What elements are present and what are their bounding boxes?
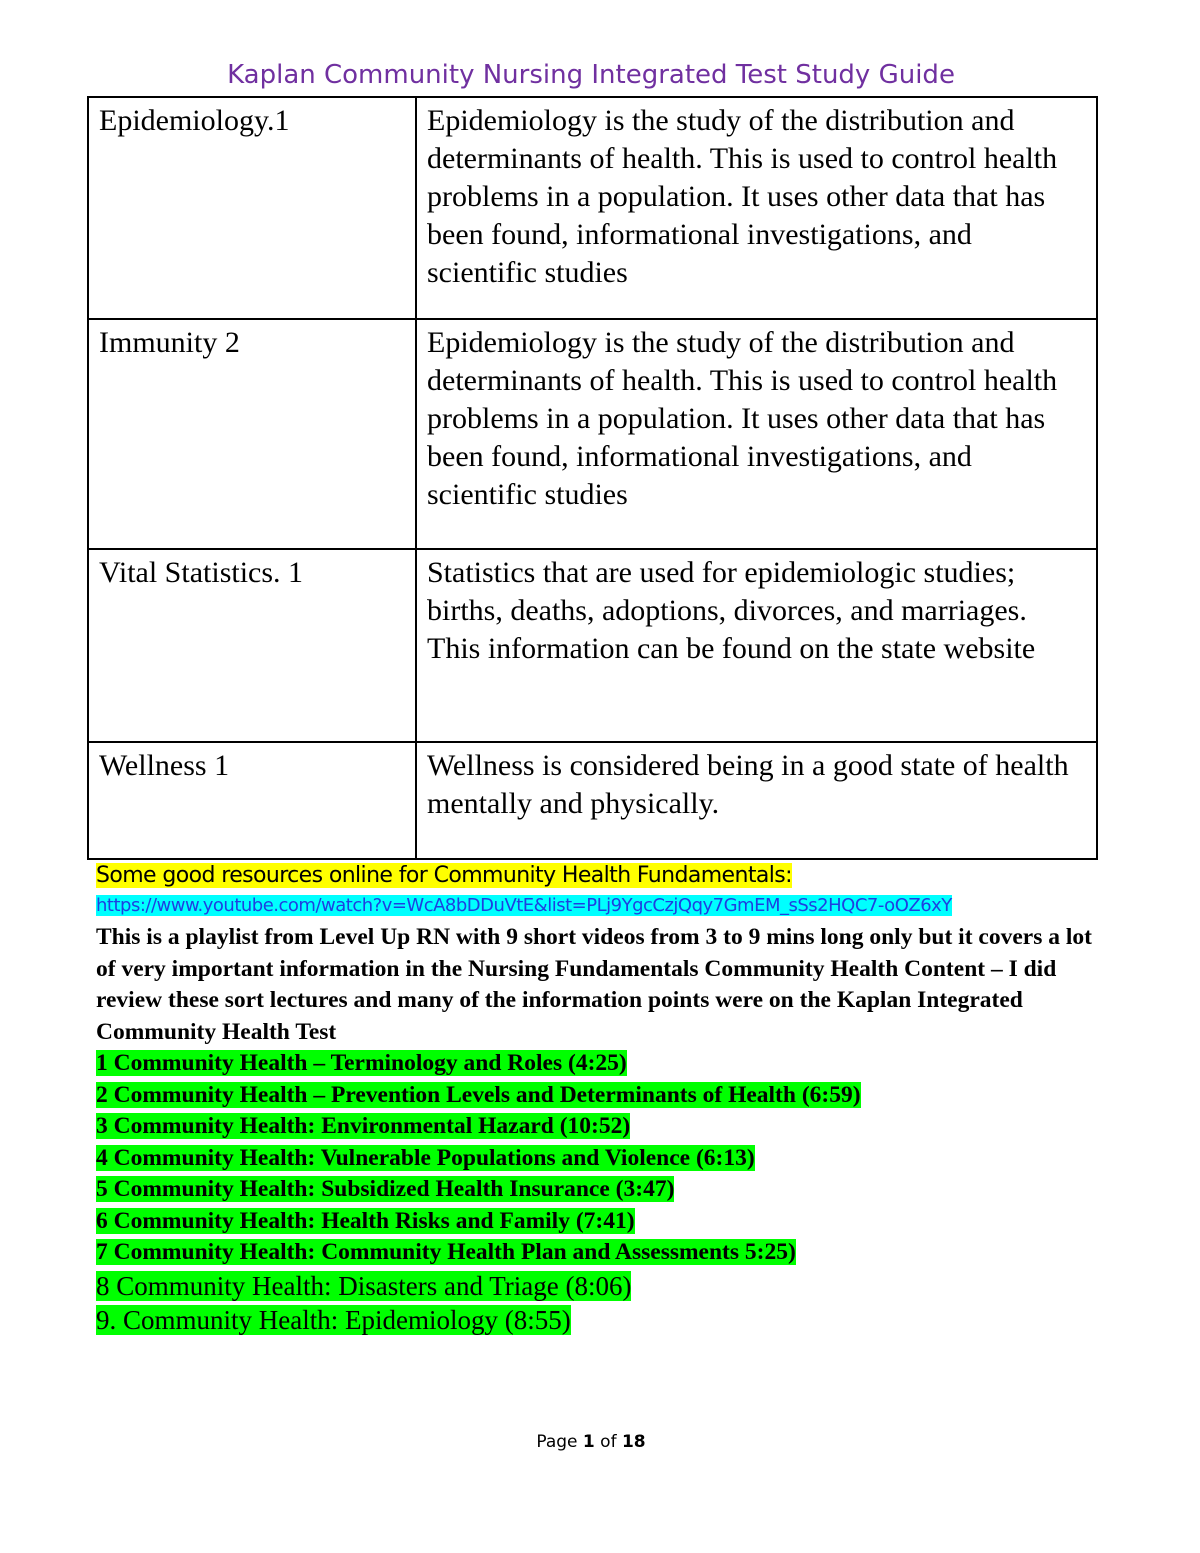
video-title: 4 Community Health: Vulnerable Populations and Violence (6:13) — [96, 1144, 755, 1171]
terms-table — [87, 96, 1098, 860]
resources-section — [96, 860, 1106, 1337]
definition-cell: Epidemiology is the study of the distribution and determinants of health. This is used to control health problems in a population. It uses other data that has been found, informational investigations, and scientific studies — [416, 319, 1097, 549]
video-title: 3 Community Health: Environmental Hazard (10:52) — [96, 1113, 631, 1139]
definition-cell: Wellness is considered being in a good state of health mentally and physically. — [416, 742, 1097, 859]
playlist-link[interactable] — [96, 892, 1106, 920]
playlist-description: This is a playlist from Level Up RN with 9 short videos from 3 to 9 mins long only but it covers a lot of very important information in the Nursing Fundamentals Community Health Content – I did review these sort lectures and many of the information points were on the Kaplan Integrated Community Health Test — [96, 924, 1092, 1045]
list-item — [96, 1080, 1106, 1112]
page-label: Page — [536, 1432, 578, 1452]
definition-cell: Epidemiology is the study of the distribution and determinants of health. This is used to control health problems in a population. It uses other data that has been found, informational investigations, and scientific studies — [416, 97, 1097, 319]
resources-heading-text: Some good resources online for Community Health Fundamentals: — [96, 863, 792, 888]
table-row — [88, 319, 1097, 549]
video-title: 5 Community Health: Subsidized Health Insurance (3:47) — [96, 1176, 675, 1202]
term-cell: Vital Statistics. 1 — [88, 549, 416, 742]
page-number: 1 — [582, 1432, 595, 1452]
resources-heading — [96, 860, 1106, 892]
list-item — [96, 1048, 1106, 1080]
video-title: 1 Community Health – Terminology and Roles (4:25) — [96, 1050, 627, 1076]
term-cell: Immunity 2 — [88, 319, 416, 549]
playlist-link-text[interactable]: https://www.youtube.com/watch?v=WcA8bDDuVtE&list=PLj9YgcCzjQqy7GmEM_sSs2HQC7-oOZ6xY — [96, 895, 952, 916]
video-title: 7 Community Health: Community Health Plan and Assessments 5:25) — [96, 1239, 796, 1265]
list-item — [96, 1269, 1106, 1303]
table-row — [88, 742, 1097, 859]
list-item — [96, 1111, 1106, 1143]
page-title: Kaplan Community Nursing Integrated Test Study Guide — [227, 60, 955, 90]
table-row — [88, 97, 1097, 319]
definition-cell: Statistics that are used for epidemiologic studies; births, deaths, adoptions, divorces, and marriages. This information can be found on the state website — [416, 549, 1097, 742]
video-title: 6 Community Health: Health Risks and Family (7:41) — [96, 1207, 635, 1234]
list-item — [96, 1143, 1106, 1175]
table-row — [88, 549, 1097, 742]
term-cell: Epidemiology.1 — [88, 97, 416, 319]
video-list — [96, 1048, 1106, 1337]
page-footer — [0, 1432, 1182, 1452]
of-label: of — [600, 1432, 617, 1452]
list-item — [96, 1303, 1106, 1337]
total-pages: 18 — [621, 1432, 646, 1452]
term-cell: Wellness 1 — [88, 742, 416, 859]
list-item — [96, 1237, 1106, 1269]
list-item — [96, 1206, 1106, 1238]
video-title: 8 Community Health: Disasters and Triage (8:06) — [96, 1270, 632, 1301]
video-title: 9. Community Health: Epidemiology (8:55) — [96, 1304, 571, 1335]
video-title: 2 Community Health – Prevention Levels and Determinants of Health (6:59) — [96, 1081, 861, 1108]
list-item — [96, 1174, 1106, 1206]
